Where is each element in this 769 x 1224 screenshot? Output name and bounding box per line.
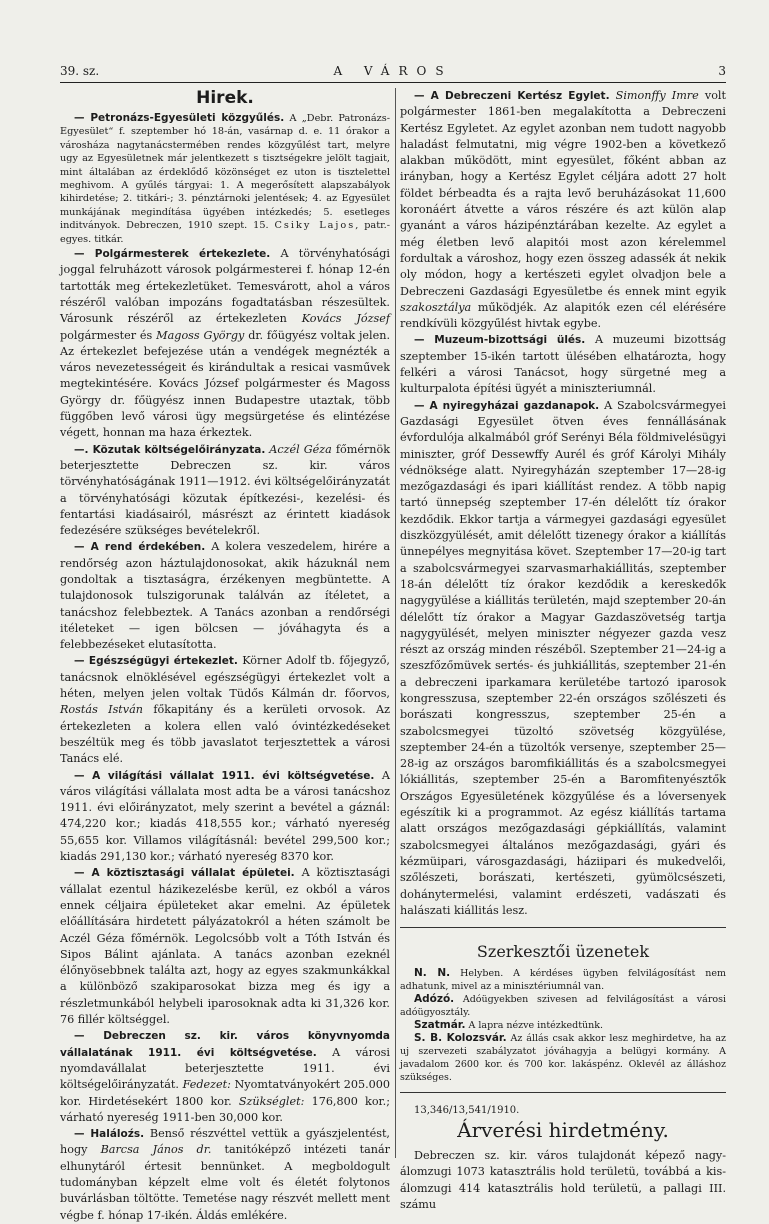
left-column (60, 88, 391, 1222)
page-header (60, 60, 726, 83)
article-rend: — A rend érdekében. A kolera veszedelem, hirére a rendőrség azon háztulajdonosokat, akik házuknál nem gondoltak a tisztaságra, érzékenyen megbüntette. A tulajdonosok tulszigorunak találván az ítéletet, a tanácshoz felebbeztek. A Tanács azonban a rendőrségi itéleteket — igen bölcsen — jóváhagyta és a felebbezéseket elutasította. (60, 540, 390, 652)
section-rule (400, 927, 726, 928)
article-koztisztasagi: — A köztisztasági vállalat épületei. A köztisztasági vállalat ezentul házikezelésbe kerül, ez okból a város ennek céljaira épületeket akar emelni. Az épületek előállítására hirdetett pályázatokról a héten számolt be Aczél Géza főmérnök. Legolcsóbb volt a Tóth István és Sipos Bálint ajánlata. A tanács azonban ezeknél élőnyösebbnek találta azt, hogy az egyes szakmunkákkal a különböző szakiparosokat bizza meg és igy a részletmunkából helybeli iparosoknak adta ki 31,326 kor. 76 fillér költséggel. (60, 866, 390, 1027)
article-vilagitasi: — A világítási vállalat 1911. évi költségvetése. A város világítási vállalata most adta be a városi tanácshoz 1911. évi előirányzatot, mely szerint a bevétel a gáznál: 474,220 kor.; kiadás 418,555 kor.; várható nyereség 55,655 kor. Villamos világításnál: bevétel 299,500 kor.; kiadás 291,130 kor.; várható nyereség 8370 kor. (60, 768, 390, 864)
article-patronazs: — Petronázs-Egyesületi közgyűlés. A „Debr. Patronázs-Egyesület“ f. szeptember hó 18-án, vasárnap d. e. 11 órakor a városháza nagytanácstermében rendes közgyűlést tart, melyre ugy az Egyesületnek már jelentkezett s tisztségekre jelölt tagjait, mint általában az érdeklődő közönséget ez uton is tisztelettel meghivom. A gyűlés tárgyai: 1. A megerősített alapszabályok kihirdetése; 2. titkári-; 3. pénztárnoki jelentések; 4. az Egyesület munkájának megindítása ügyében intézkedés; 5. esetleges inditványok. Debreczen, 1910 szept. 15. Csiky Lajos, patr.-egyes. titkár. (60, 112, 391, 245)
section-rule (400, 1092, 726, 1093)
article-konyvnyomda: — Debreczen sz. kir. város könyvnyomda vállalatának 1911. évi költségvetése. A városi nyomdavállalat beterjesztette 1911. évi költségelőirányzatát. Fedezet: Nyomtatványokért 205.000 kor. Hirdetésekért 1800 kor. Szükséglet: 176,800 kor.; várható nyereség 1911-ben 30,000 kor. (60, 1030, 390, 1124)
notice-text: Debreczen sz. kir. város tulajdonát képező nagy-álomzugi 1073 katasztrális hold területü, továbbá a kis-álomzugi 414 katasztrális hold területü, a pallagi III. számu (400, 1149, 726, 1212)
column-divider (395, 88, 396, 1158)
article-nyiregyhazi: — A nyiregyházai gazdanapok. A Szabolcsvármegyei Gazdasági Egyesület ötven éves fennállásának évfordulója alkalmából gróf Serényi Béla földmivelésügyi miniszter, gróf Dessewffy Aurél és gróf Károlyi Mihály védnöksége alatt. Nyiregyházán szeptember 17—28-ig mezőgazdasági és ipari kiállítást rendez. A több napig tartó ünnepség szeptember 17-én délelőtt tíz órakor kezdődik. Ekkor tartja a vármegyei gazdasági egyesület diszközgyülését, amit délelőtt tizenegy órakor a kiállítás ünnepélyes megnyitása követ. Szeptember 17—20-ig tart a szabolcsvármegyei szarvasmarhakiállitás, szeptember 18-án délelőtt tíz órakor kezdődik a kereskedők nagygyülése a kiállitás területén, majd szeptember 20-án délelőtt tíz órakor a Magyar Gazdaszövetség tartja nagygyülését, melyen miniszter négyezer gazda vesz részt az ország minden részéből. Szeptember 21—24-ig a szeszfőzőmüvek sertés- és juhkiállitás, szeptember 21-én a debreczeni iparkamara kerületébe tartozó iparosok kongresszusa, szeptember 22-én országos szőlészeti és borászati kongresszus, szeptember 25-én a szabolcsmegyei tüzoltó szövetség közgyülése, szeptember 24-én a tüzoltók versenye, szeptember 25—28-ig az országos baromfikiállitás és a szabolcsmegyei lókiállitás, szeptember 25-én a Baromfitenyésztők Országos Egyesületének közgyűlése és a lóversenyek egészítik ki a programmot. Az egész kiállítás tartama alatt országos mezőgazdasági gépkiállítás, valamint szabolcsmegyei általános mezőgazdasági, gyári és kézmüipari, városgazdasági, háziipari és mukedvelői, szőlészeti, borászati, kertészeti, gyümölcsészeti, dohánytermelési, valamint erdészeti, vadászati és halászati kiállitás lesz. (400, 398, 727, 917)
note-item: N. N. Helyben. A kérdéses ügyben felvilágosítást nem adhatunk, mivel az a minisztériumnál van. (400, 967, 727, 993)
article-kertesz-egylet: — A Debreczeni Kertész Egylet. Simonffy Imre volt polgármester 1861-ben megalakította a Debreczeni Kertész Egyletet. Az egylet azonban nem tudott nagyobb haladást felmutatni, mig végre 1902-ben a következő alakban működött, mint egyesület, főként abban az irányban, hogy a Kertész Egylet céljára adott 27 holt földet bérbeadta és a rajta levő beruházásokat 11,600 koronáért átvette a város részére és azt külön alap gyanánt a város házipénztárában kezelte. Az egylet a még életben levő alapitói most azon kérelemmel fordultak a városhoz, hogy ezen összeg adassék át nekik oly módon, hogy a kertészeti egylet olvadjon bele a Debreczeni Gazdasági Egyesületbe és ennek mint egyik szakosztálya működjék. Az alapitók ezen cél elérésére rendkívüli közgyűlést hivtak egybe. (400, 89, 727, 331)
article-egeszsegugyi: — Egészségügyi értekezlet. Körner Adolf tb. főjegyző, tanácsnok elnöklésével egészségügyi értekezlet volt a héten, melyen jelen voltak Tüdős Kálmán dr. főorvos, Rostás István főkapitány és a kerületi orvosok. Az értekezleten a kolera ellen való óvintézkedéseket beszéltük meg és több javaslatot terjesztettek a városi Tanács elé. (60, 654, 390, 766)
article-muzeum: — Muzeum-bizottsági ülés. A muzeumi bizottság szeptember 15-ikén tartott ülésében elhatározta, hogy felkéri a városi Tanácsot, hogy sürgetné meg a kulturpalota építési ügyét a miniszteriumnál. (400, 333, 726, 396)
page-number: 3 (718, 64, 726, 78)
notice-title: Árverési hirdetmény. (457, 1118, 669, 1143)
note-item: Adózó. Adóügyekben szivesen ad felvilágosítást a városi adóügyosztály. (400, 993, 726, 1019)
article-kozutak: —. Közutak költségelőirányzata. Aczél Géza főmérnök beterjesztette Debreczen sz. kir. város törvényhatóságának 1911—1912. évi költségelőirányzatát a törvényhatósági közutak építkezési-, kezelési- és fentartási kiadásairól, másrészt az érintett kiadások fedezésére szükséges bevételekről. (60, 442, 391, 538)
note-item: S. B. Kolozsvár. Az állás csak akkor lesz meghirdetve, ha az uj szervezeti szabályzatot jóváhagyja a belügyi kormány. A javadalom 2600 kor. és 700 kor. lakáspénz. Oklevél az álláshoz szükséges. (400, 1032, 726, 1084)
issue-number: 39. sz. (60, 64, 100, 78)
article-halalozas: — Haláloźs. Benső részvéttel vettük a gyászjelentést, hogy Barcsa János dr. tanitóképző intézeti tanár elhunytáról értesit bennünket. A megboldogult tudományban képzelt elme volt és életét folytonos buvárlásban töltötte. Temetése nagy részvét mellett ment végbe f. hónap 17-ikén. Áldás emlékére. (60, 1127, 390, 1222)
section-title-hirek: Hirek. (196, 88, 254, 108)
notice-number: 13,346/13,541/1910. (414, 1105, 520, 1117)
note-item: Szatmár. A lapra nézve intézkedtünk. (414, 1019, 604, 1032)
section-title-szerkesztoi: Szerkesztői üzenetek (476, 942, 650, 962)
article-polgarmesterek: — Polgármesterek értekezlete. A törvényhatósági joggal felruházott városok polgármesterei f. hónap 12-én tartották meg értekezletüket. Temesvárott, ahol a város részéről valóban impozáns fogadtatásban részesültek. Városunk részéről az értekezleten Kovács József polgármester és Magoss György dr. főügyész voltak jelen. Az értekezlet befejezése után a vendégek megnézték a város nevezetességeit és kirándultak a resicai vasművek megtekintésére. Kovács József polgármester és Magoss György dr. főügyész innen Budapestre utaztak, több függőben levő városi ügy megsürgetése és elintézése végett, honnan ma haza érkeztek. (60, 247, 391, 440)
right-column (400, 88, 727, 1212)
masthead-title: A VÁROS (333, 64, 453, 78)
